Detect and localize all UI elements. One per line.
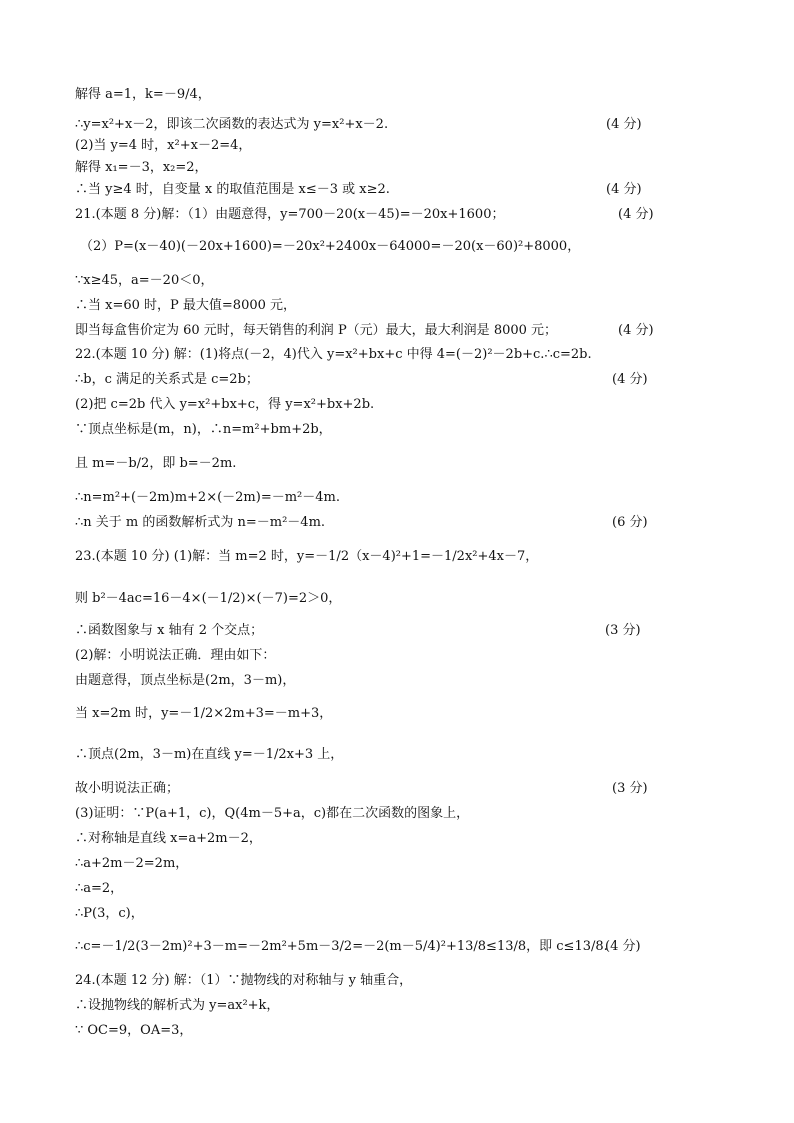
solution-line: 解得 x₁=－3，x₂=2， <box>75 160 208 175</box>
score-label: (4 分) <box>606 117 642 132</box>
solution-line: ∵顶点坐标是(m，n)，∴n=m²+bm+2b， <box>75 422 332 437</box>
solution-line: 22.(本题 10 分) 解：(1)将点(－2，4)代入 y=x²+bx+c 中得 4=(－2)²－2b+c.∴c=2b. <box>75 347 592 362</box>
solution-line: ∴b，c 满足的关系式是 c=2b； <box>75 372 259 387</box>
solution-line: ∴n 关于 m 的函数解析式为 n=－m²－4m. <box>75 515 326 530</box>
solution-line: 解得 a=1，k=－9/4， <box>75 87 211 102</box>
solution-line: (2)解：小明说法正确．理由如下： <box>75 648 276 663</box>
solution-line: ∵ OC=9，OA=3， <box>75 1023 193 1038</box>
score-label: (4 分) <box>605 939 641 954</box>
solution-line: ∴a+2m－2=2m， <box>75 856 189 871</box>
solution-line: ∴y=x²+x－2，即该二次函数的表达式为 y=x²+x－2. <box>75 117 389 132</box>
solution-line: 21.(本题 8 分)解：（1）由题意得，y=700－20(x－45)=－20x+1600； <box>75 207 505 222</box>
solution-line: 当 x=2m 时，y=－1/2×2m+3=－m+3， <box>75 706 333 721</box>
score-label: (4 分) <box>618 207 654 222</box>
solution-line: ∴对称轴是直线 x=a+2m－2， <box>75 831 262 846</box>
solution-line: （2）P=(x－40)(－20x+1600)=－20x²+2400x－64000=－20(x－60)²+8000， <box>80 239 581 254</box>
solution-line: 故小明说法正确； <box>75 781 180 796</box>
solution-line: ∴函数图象与 x 轴有 2 个交点； <box>75 623 264 638</box>
score-label: (4 分) <box>618 323 654 338</box>
solution-line: ∴P(3，c)， <box>75 906 144 921</box>
solution-line: ∴a=2， <box>75 881 124 896</box>
solution-line: 23.(本题 10 分) (1)解：当 m=2 时，y=－1/2（x－4)²+1=－1/2x²+4x－7， <box>75 549 539 564</box>
solution-line: ∵x≥45，a=－20＜0， <box>75 273 214 288</box>
score-label: (3 分) <box>605 623 641 638</box>
solution-line: 由题意得，顶点坐标是(2m，3－m)， <box>75 673 296 688</box>
score-label: (6 分) <box>612 515 648 530</box>
solution-line: (2)把 c=2b 代入 y=x²+bx+c，得 y=x²+bx+2b. <box>75 397 375 412</box>
solution-line: ∴顶点(2m，3－m)在直线 y=－1/2x+3 上， <box>75 747 344 762</box>
solution-line: ∴n=m²+(－2m)m+2×(－2m)=－m²－4m. <box>75 490 340 505</box>
score-label: (4 分) <box>606 182 642 197</box>
solution-line: ∴当 x=60 时，P 最大值=8000 元， <box>75 298 297 313</box>
solution-line: ∴当 y≥4 时，自变量 x 的取值范围是 x≤－3 或 x≥2. <box>75 182 390 197</box>
solution-line: 则 b²－4ac=16－4×(－1/2)×(－7)=2＞0， <box>75 591 342 606</box>
solution-line: (3)证明：∵P(a+1，c)，Q(4m－5+a，c)都在二次函数的图象上， <box>75 806 470 821</box>
solution-line: 24.(本题 12 分) 解：（1）∵抛物线的对称轴与 y 轴重合， <box>75 973 413 988</box>
solution-line: ∴设抛物线的解析式为 y=ax²+k， <box>75 998 280 1013</box>
solution-line: 且 m=－b/2，即 b=－2m. <box>75 456 237 471</box>
solution-line: 即当每盒售价定为 60 元时，每天销售的利润 P（元）最大，最大利润是 8000 元； <box>75 323 558 338</box>
score-label: (3 分) <box>612 781 648 796</box>
solution-line: (2)当 y=4 时，x²+x－2=4， <box>75 138 252 153</box>
solution-line: ∴c=－1/2(3－2m)²+3－m=－2m²+5m－3/2=－2(m－5/4)²+13/8≤13/8，即 c≤13/8. <box>75 939 608 954</box>
score-label: (4 分) <box>612 372 648 387</box>
